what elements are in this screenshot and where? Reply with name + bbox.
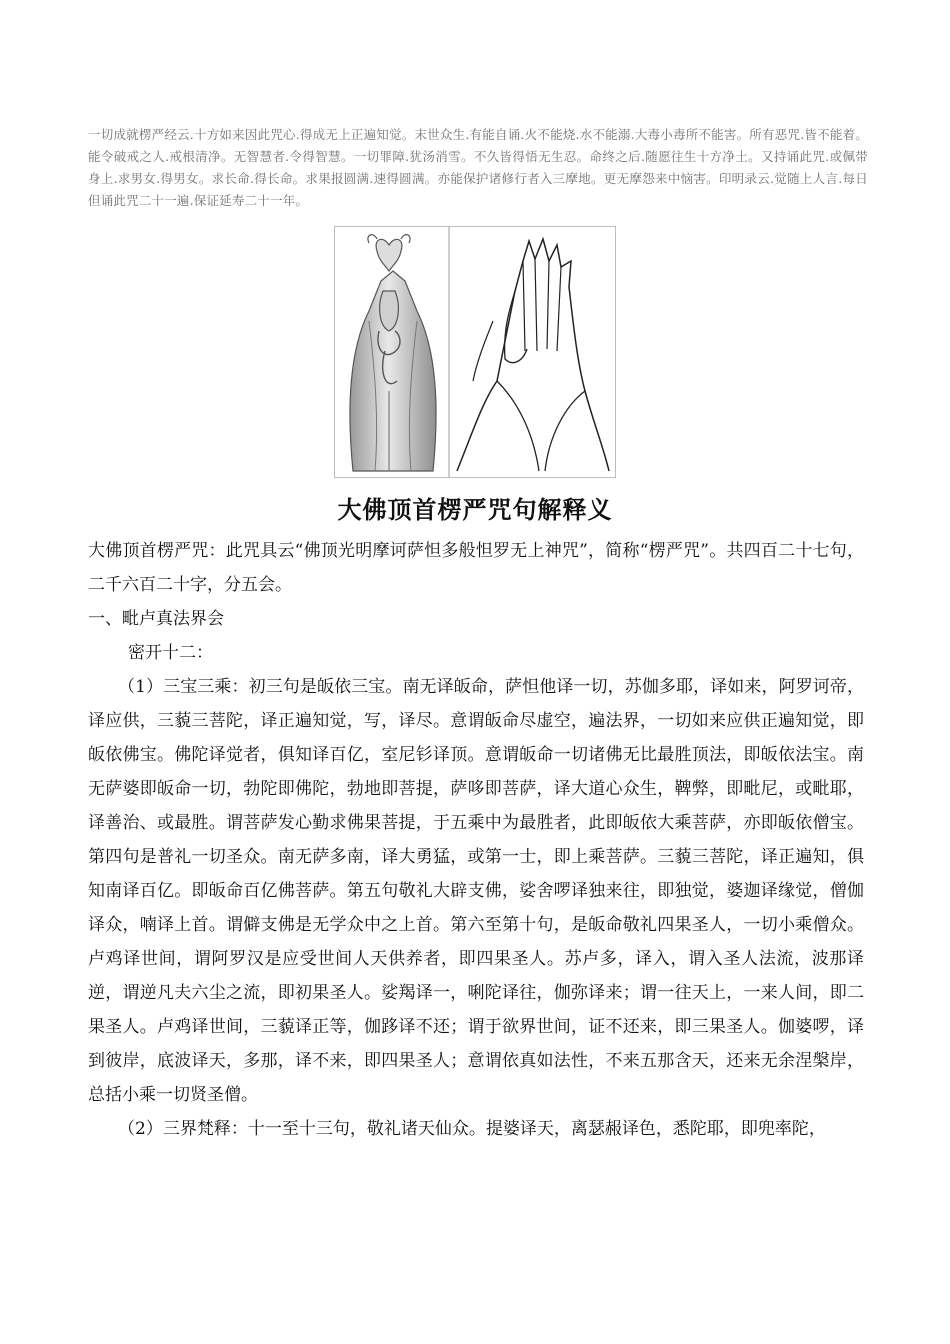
paragraph-item-1: （1）三宝三乘：初三句是皈依三宝。南无译皈命，萨怛他译一切，苏伽多耶，译如来，阿罗诃帝，译应供，三藐三菩陀，译正遍知觉，写，译尽。意谓皈命尽虚空，遍法界，一切如来应供正遍知觉，即皈依佛宝。佛陀译觉者，俱知译百亿，室尼钐译顶。意谓皈命一切诸佛无比最胜顶法，即皈依法宝。南无萨婆即皈命一切，勃陀即佛陀，勃地即菩提，萨哆即菩萨，译大道心众生，鞞弊，即毗尼，或毗耶，译善治、或最胜。谓菩萨发心勤求佛果菩提，于五乘中为最胜者，此即皈依大乘菩萨，亦即皈依僧宝。第四句是普礼一切圣众。南无萨多南，译大勇猛，或第一士，即上乘菩萨。三藐三菩陀，译正遍知，俱知南译百亿。即皈命百亿佛菩萨。第五句敬礼大辟支佛，娑舍啰译独来往，即独觉，婆迦译缘觉，僧伽译众，喃译上首。谓僻支佛是无学众中之上首。第六至第十句，是皈命敬礼四果圣人，一切小乘僧众。卢鸡译世间，谓阿罗汉是应受世间人天供养者，即四果圣人。苏卢多，译入，谓入圣人法流，波那译逆，谓逆凡夫六尘之流，即初果圣人。娑羯译一，唎陀译往，伽弥译来；谓一往天上，一来人间，即二果圣人。卢鸡译世间，三藐译正等，伽跢译不还；谓于欲界世间，证不还来，即三果圣人。伽婆啰，译到彼岸，底波译天，多那，译不来，即四果圣人；意谓依真如法性，不来五那含天，还来无余涅槃岸，总括小乘一切贤圣僧。 [88, 677, 864, 1105]
paragraph-intro: 大佛顶首楞严咒：此咒具云“佛顶光明摩诃萨怛多般怛罗无上神咒”，简称“楞严咒”。共四百二十七句，二千六百二十字，分五会。 [88, 541, 864, 595]
intro-paragraph: 一切成就楞严经云.十方如来因此咒心.得成无上正遍知觉。末世众生.有能自诵.火不能烧.水不能溺.大毒小毒所不能害。所有恶咒.皆不能着。能令破戒之人.戒根清净。无智慧者.令得智慧。一切罪障.犹汤消雪。不久皆得悟无生忍。命终之后.随愿往生十方净土。又持诵此咒.或佩带身上.求男女.得男女。求长命.得长命。求果报圆满.速得圆满。亦能保护诸修行者入三摩地。更无摩怨来中恼害。印明录云.觉随上人言.每日但诵此咒二十一遍.保证延寿二十一年。 [88, 127, 868, 208]
paragraph-item-2: （2）三界梵释：十一至十三句，敬礼诸天仙众。提婆译天，离瑟赧译色，悉陀耶，即兜率陀， [118, 1119, 826, 1139]
section-heading: 一、毗卢真法界会 [88, 609, 224, 629]
interlocked-fingers-mudra-icon [339, 231, 447, 475]
page-title: 大佛顶首楞严咒句解释义 [337, 496, 613, 524]
joined-palms-mudra-icon [453, 231, 613, 475]
body-text [88, 534, 864, 1146]
subsection-heading: 密开十二： [128, 643, 213, 663]
figure-divider [448, 227, 450, 477]
mudra-figure [334, 226, 616, 478]
